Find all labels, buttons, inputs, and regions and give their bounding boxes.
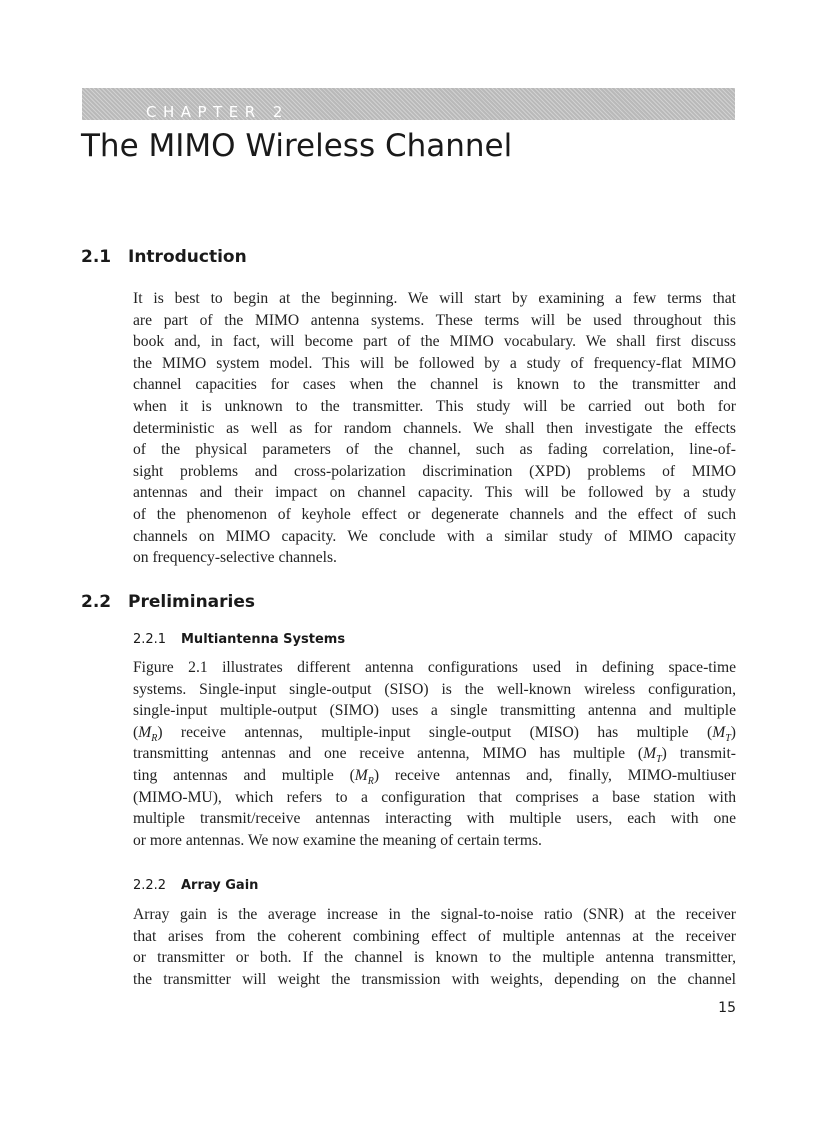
text-line: (MIMO-MU), which refers to a configuration that comprises a base station with [133, 788, 736, 806]
text-line: Figure 2.1 illustrates different antenna configurations used in defining space-time [133, 659, 736, 676]
text-line: channel capacities for cases when the channel is known to the transmitter and [133, 376, 736, 394]
text-line: sight problems and cross-polarization discrimination (XPD) problems of MIMO [133, 462, 736, 480]
text-line: that arises from the coherent combining effect of multiple antennas at the receiver [133, 927, 736, 945]
text-line: antennas and their impact on channel capacity. This will be followed by a study [133, 484, 736, 502]
text-line: the transmitter will weight the transmission with weights, depending on the channel [133, 970, 736, 988]
text-line: transmitting antennas and one receive antenna, MIMO has multiple $(M_T)$ transmit- [133, 745, 736, 766]
subsection-heading-multiantenna-systems [133, 630, 345, 650]
text-line: or transmitter or both. If the channel is known to the multiple antenna transmitter, [133, 949, 736, 967]
text-line: $(M_R)$ receive antennas, multiple-input single-output (MISO) has multiple $(M_T)$ [133, 723, 736, 744]
subsection-heading-array-gain [133, 876, 258, 896]
array-gain-paragraph [133, 904, 736, 990]
text-line: when it is unknown to the transmitter. This study will be carried out both for [133, 397, 736, 415]
subsection-title: Array Gain [181, 878, 259, 893]
section-title: Preliminaries [128, 592, 256, 612]
text-line: channels on MIMO capacity. We conclude with a similar study of MIMO capacity [133, 527, 736, 545]
text-line: or more antennas. We now examine the meaning of certain terms. [133, 831, 542, 849]
text-line: deterministic as well as for random channels. We shall then investigate the effects [133, 419, 736, 437]
text-line: are part of the MIMO antenna systems. These terms will be used throughout this [133, 311, 736, 329]
subsection-number: 2.2.2 [133, 878, 167, 893]
multiantenna-paragraph [133, 657, 736, 851]
section-number: 2.1 [81, 247, 112, 267]
text-line: ting antennas and multiple $(M_R)$ receive antennas and, finally, MIMO-multiuser [133, 766, 736, 788]
text-line: Array gain is the average increase in the signal-to-noise ratio (SNR) at the receiver [133, 906, 736, 923]
subsection-title: Multiantenna Systems [181, 632, 346, 647]
text-line: on frequency-selective channels. [133, 549, 337, 567]
text-line: the MIMO system model. This will be followed by a study of frequency-flat MIMO [133, 354, 736, 372]
section-heading-preliminaries [81, 590, 255, 614]
section-heading-introduction [81, 245, 247, 269]
subsection-number: 2.2.1 [133, 632, 167, 647]
introduction-paragraph [133, 288, 736, 569]
chapter-title: The MIMO Wireless Channel [81, 128, 513, 164]
text-line: single-input multiple-output (SIMO) uses a single transmitting antenna and multiple [133, 702, 736, 720]
text-line: systems. Single-input single-output (SISO) is the well-known wireless configuration, [133, 680, 736, 698]
page-number: 15 [718, 1000, 736, 1016]
text-line: multiple transmit/receive antennas interacting with multiple users, each with one [133, 810, 736, 828]
text-line: It is best to begin at the beginning. We will start by examining a few terms that [133, 290, 736, 307]
chapter-label: CHAPTER 2 [146, 104, 289, 120]
section-number: 2.2 [81, 592, 112, 612]
text-line: of the phenomenon of keyhole effect or degenerate channels and the effect of such [133, 505, 736, 523]
text-line: book and, in fact, will become part of the MIMO vocabulary. We shall first discuss [133, 333, 736, 351]
text-line: of the physical parameters of the channel, such as fading correlation, line-of- [133, 441, 736, 459]
section-title: Introduction [128, 247, 247, 267]
